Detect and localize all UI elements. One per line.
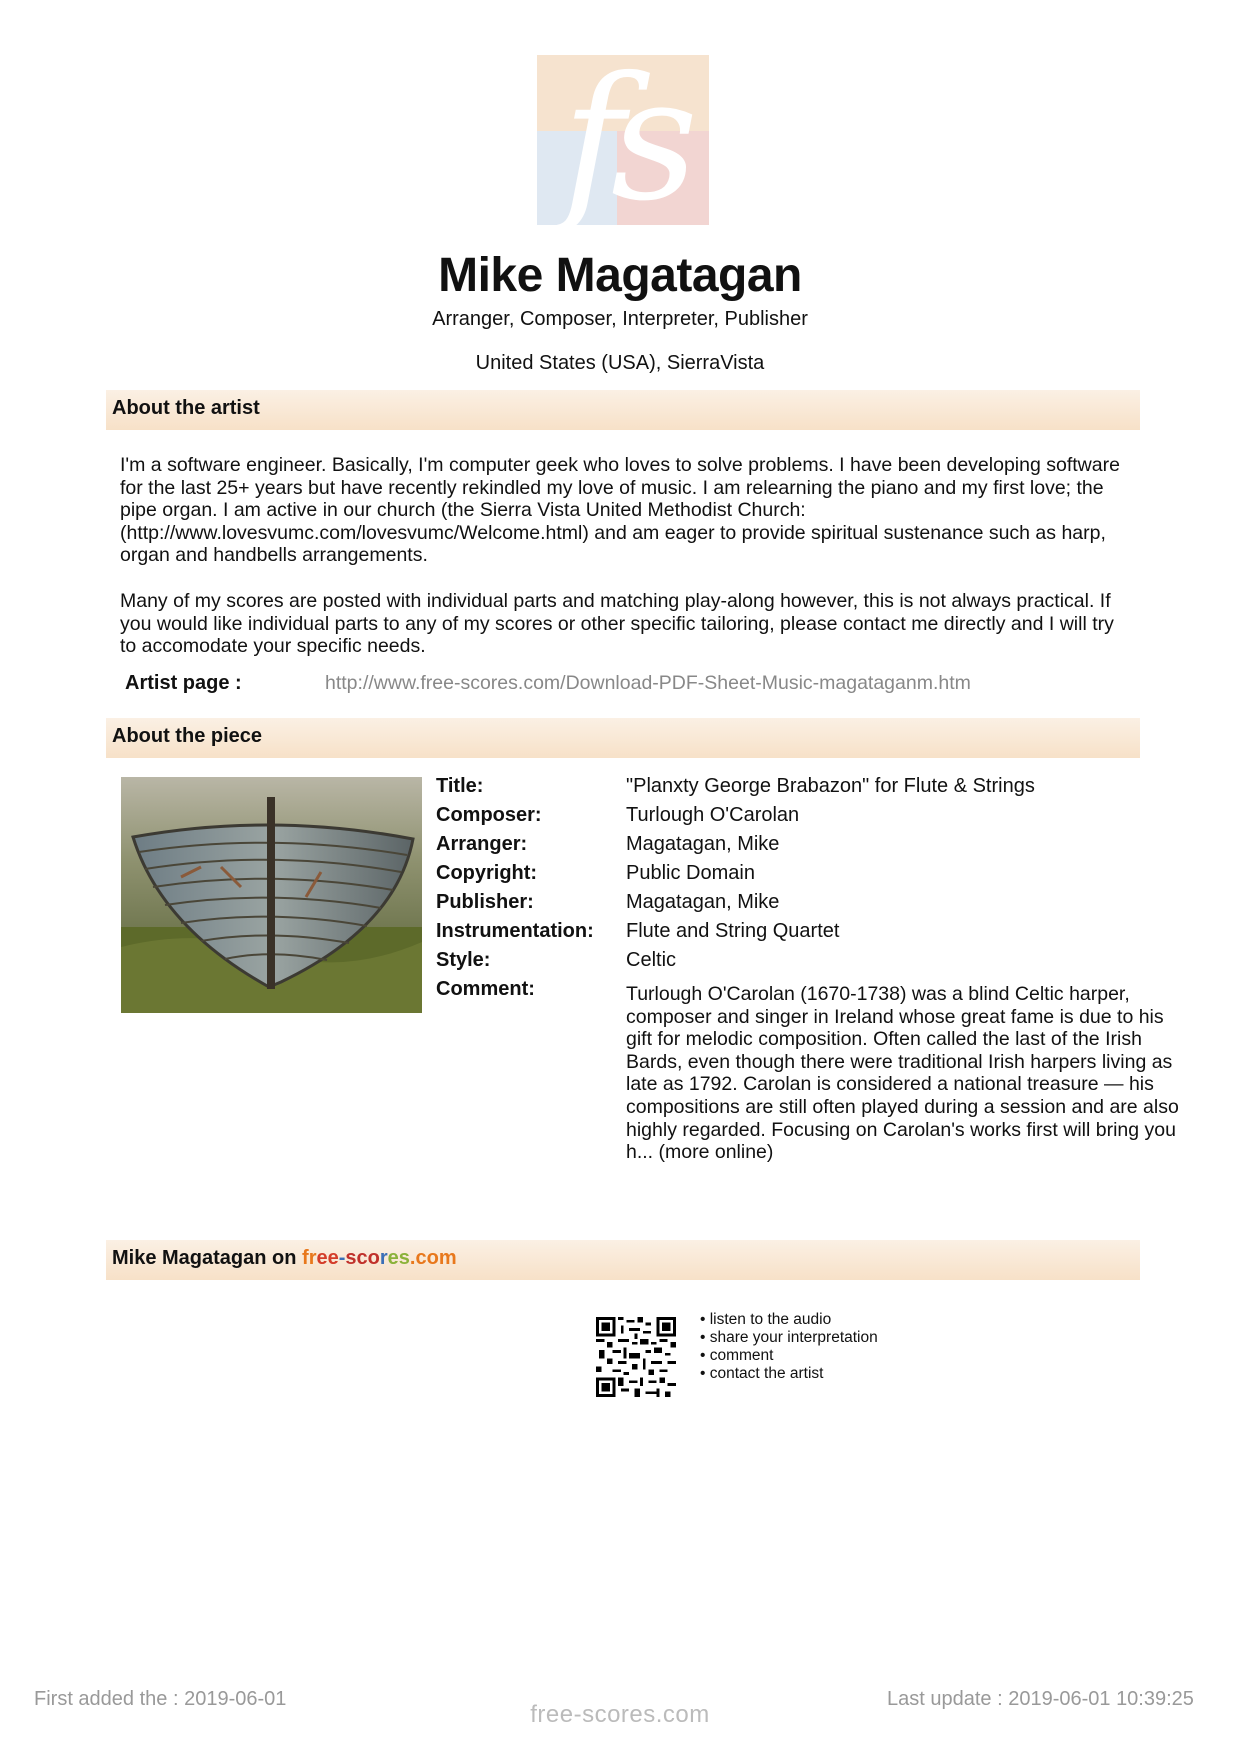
field-label: Publisher: [436,891,534,913]
on-free-scores-prefix: Mike Magatagan on [112,1247,303,1269]
field-label: Title: [436,775,484,797]
artist-bio-paragraph-1: I'm a software engineer. Basically, I'm computer geek who loves to solve problems. I have been developing software for the last 25+ years but have recently rekindled my love of music. I am relearning the piano and my first love; the pipe organ. I am active in our church (the Sierra Vista United Methodist Church: (http://www.lovesvumc.com/lovesvumc/Welcome.html) and am eager to provide spiritual sustenance such as harp, organ and handbells arrangements. [120,454,1120,566]
footer-brand: free-scores.com [530,1701,710,1728]
about-artist-header: About the artist [106,390,1140,430]
boat-image [121,777,422,1013]
free-scores-brand-link[interactable] [302,1247,457,1269]
about-piece-header: About the piece [106,718,1140,758]
fs-logo-icon: fs [561,41,685,239]
field-value: Celtic [626,949,677,971]
feature-list [700,1311,878,1383]
first-added-date: First added the : 2019-06-01 [34,1688,287,1710]
field-value: "Planxty George Brabazon" for Flute & Strings [626,775,1035,797]
piece-photo [121,777,422,1013]
artist-page-link[interactable]: http://www.free-scores.com/Download-PDF-Sheet-Music-magataganm.htm [325,672,971,694]
artist-page-label: Artist page : [125,672,242,694]
field-value: Magatagan, Mike [626,891,780,913]
artist-location: United States (USA), SierraVista [475,352,765,374]
field-value: Flute and String Quartet [626,920,840,942]
field-label: Copyright: [436,862,538,884]
piece-comment-text: Turlough O'Carolan (1670-1738) was a blind Celtic harper, composer and singer in Ireland whose great fame is due to his gift for melodic composition. Often called the last of the Irish Bards, even though there were traditional Irish harpers living as late as 1792. Carolan is considered a national treasure — his compositions are still often played during a session and are also highly regarded. Focusing on Carolan's works first will bring you h... (more online) [626,983,1179,1164]
field-value: Magatagan, Mike [626,833,780,855]
field-label: Comment: [436,978,535,1000]
field-label: Arranger: [436,833,528,855]
field-value: Public Domain [626,862,755,884]
last-update-date: Last update : 2019-06-01 10:39:25 [887,1688,1194,1710]
qr-code-icon[interactable] [596,1317,676,1397]
brand-part: ee [316,1247,339,1269]
feature-comment[interactable]: • comment [700,1347,774,1364]
free-scores-logo [537,41,709,239]
on-free-scores-header [106,1240,1140,1280]
field-label: Instrumentation: [436,920,594,942]
field-value: Turlough O'Carolan [626,804,800,826]
feature-share[interactable]: • share your interpretation [700,1329,878,1346]
brand-part: - [338,1247,346,1269]
artist-bio-paragraph-2: Many of my scores are posted with individual parts and matching play-along however, this is not always practical. If you would like individual parts to any of my scores or other specific tailoring, please contact me directly and I will try to accomodate your specific needs. [120,590,1114,657]
brand-part: fr [302,1247,317,1269]
artist-name: Mike Magatagan [438,249,802,302]
brand-part: es [387,1247,410,1269]
feature-listen[interactable]: • listen to the audio [700,1311,832,1328]
feature-contact[interactable]: • contact the artist [700,1365,824,1382]
brand-part: .com [409,1247,457,1269]
field-label: Composer: [436,804,542,826]
field-label: Style: [436,949,491,971]
brand-part: sco [345,1247,380,1269]
artist-roles: Arranger, Composer, Interpreter, Publisher [432,308,808,330]
brand-part: r [379,1247,388,1269]
